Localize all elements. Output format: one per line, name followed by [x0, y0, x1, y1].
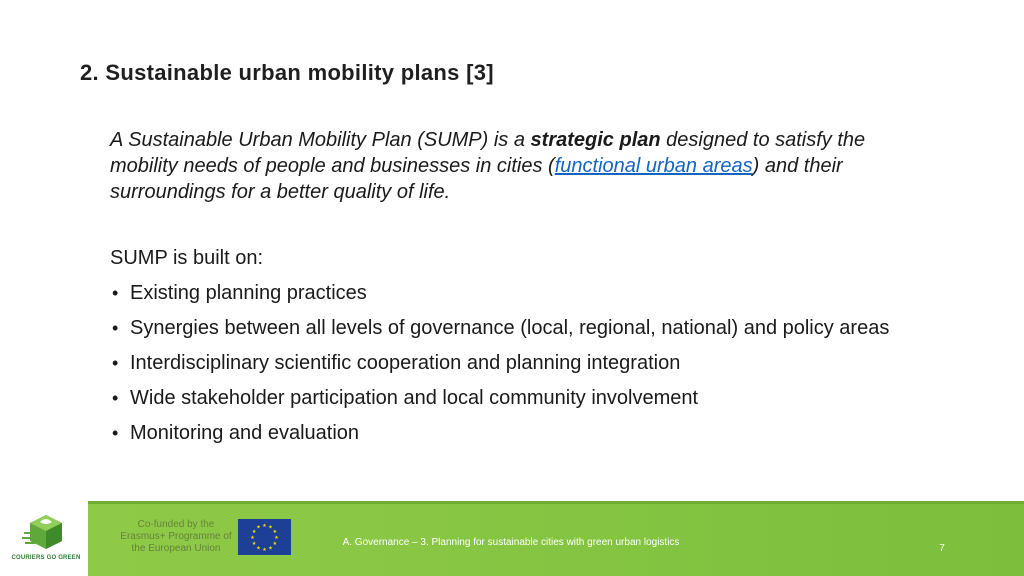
footer-caption: A. Governance – 3. Planning for sustainable cities with green urban logistics — [342, 537, 680, 548]
bullet-text: Monitoring and evaluation — [130, 422, 360, 444]
bullet-text: Synergies between all levels of governance (local, regional, national) and policy areas — [130, 317, 890, 339]
list-item — [110, 421, 910, 446]
logo-icon — [22, 513, 70, 551]
svg-text:★: ★ — [268, 524, 273, 531]
svg-text:★: ★ — [274, 535, 279, 541]
bullet-icon: • — [112, 283, 119, 303]
couriers-go-green-logo — [0, 501, 88, 576]
slide-title: 2. Sustainable urban mobility plans [3] — [80, 60, 494, 85]
svg-text:★: ★ — [262, 547, 267, 553]
svg-text:★: ★ — [262, 523, 267, 529]
svg-text:★: ★ — [268, 545, 273, 552]
svg-text:★: ★ — [250, 535, 255, 541]
slide-footer — [0, 501, 1024, 576]
list-item — [110, 351, 910, 376]
functional-urban-areas-link[interactable]: functional urban areas — [554, 155, 753, 177]
definition-text-1: A Sustainable Urban Mobility Plan (SUMP) is a — [110, 129, 531, 151]
svg-text:★: ★ — [272, 529, 278, 535]
built-on-heading: SUMP is built on: — [110, 247, 264, 269]
svg-text:★: ★ — [256, 545, 261, 552]
cofunded-text: Co-funded by the Erasmus+ Programme of the European Union — [120, 519, 232, 554]
list-item — [110, 316, 910, 341]
bullet-text: Wide stakeholder participation and local community involvement — [130, 387, 699, 409]
bullet-text: Interdisciplinary scientific cooperation and planning integration — [130, 352, 681, 374]
bullet-icon: • — [112, 388, 119, 408]
list-item — [110, 386, 910, 411]
logo-text: COURIERS GO GREEN — [11, 555, 81, 561]
definition-bold: strategic plan — [530, 129, 661, 151]
bullet-text: Existing planning practices — [130, 282, 367, 304]
bullet-icon: • — [112, 423, 119, 443]
svg-text:★: ★ — [251, 541, 257, 547]
list-item — [110, 281, 910, 306]
sump-definition — [110, 127, 930, 205]
svg-text:★: ★ — [272, 541, 278, 547]
eu-flag-icon — [238, 519, 291, 555]
svg-text:★: ★ — [256, 524, 261, 531]
bullet-icon: • — [112, 353, 119, 373]
bullet-list — [110, 281, 910, 456]
definition-text-2: designed to satisfy the mobility needs of people and businesses in cities ( — [110, 129, 866, 177]
bullet-icon: • — [112, 318, 119, 338]
svg-text:★: ★ — [251, 529, 257, 535]
definition-text-3: ) and their surroundings for a better quality of life. — [110, 155, 843, 203]
page-number: 7 — [939, 543, 945, 554]
